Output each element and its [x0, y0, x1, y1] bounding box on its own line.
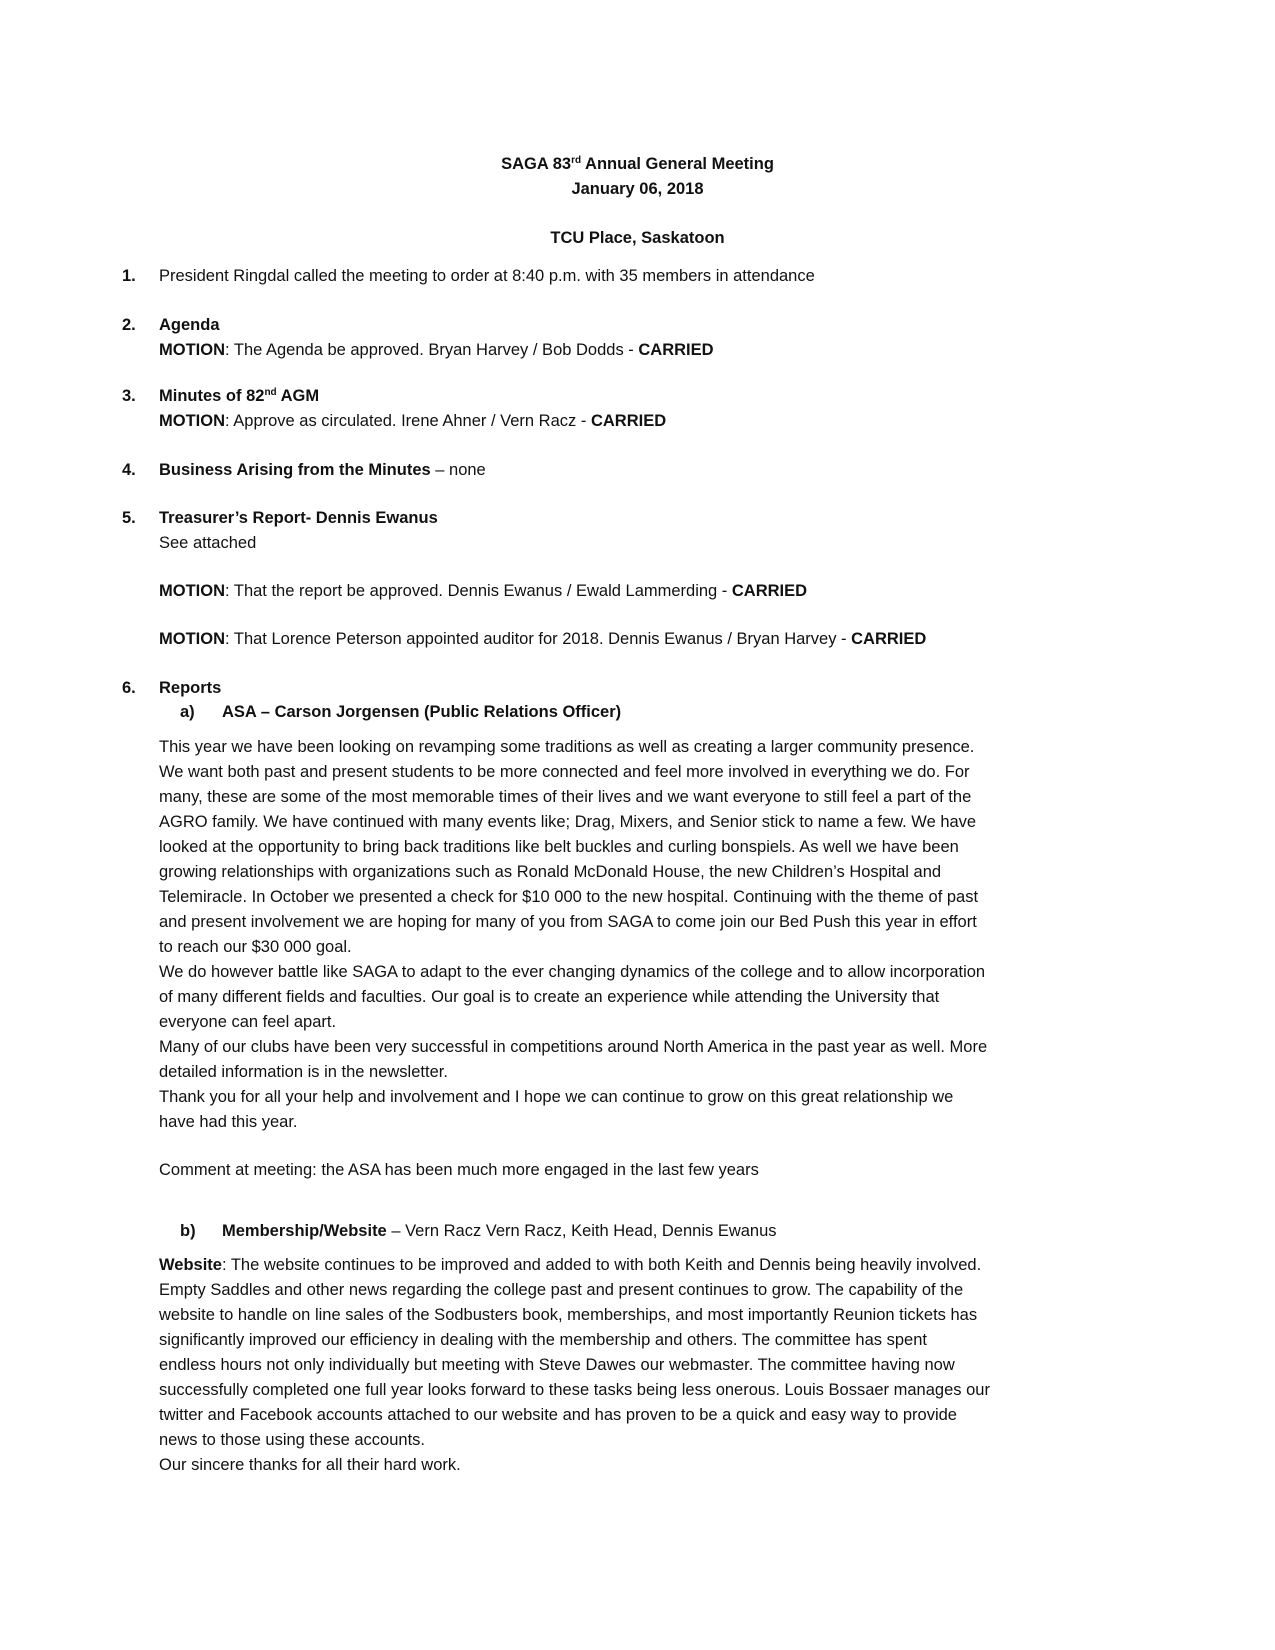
paragraph-line: of many different fields and faculties. Our goal is to create an experience while attending the University that	[159, 988, 940, 1006]
item-heading: Agenda	[159, 316, 220, 334]
item-heading	[159, 384, 1139, 409]
report-b-body	[159, 1253, 1109, 1478]
item-line	[159, 458, 1139, 483]
item-body	[159, 313, 1139, 363]
item-number: 3.	[122, 387, 136, 405]
motion-result: CARRIED	[590, 412, 667, 430]
report-title-rest: – Vern Racz Vern Racz, Keith Head, Dennis Ewanus	[386, 1222, 777, 1240]
meeting-comment: Comment at meeting: the ASA has been much more engaged in the last few years	[159, 1161, 759, 1179]
paragraph-line: website to handle on line sales of the Sodbusters book, memberships, and most importantly Reunion tickets has	[159, 1306, 978, 1324]
paragraph-line: Empty Saddles and other news regarding the college past and present continues to grow. The capability of the	[159, 1281, 964, 1299]
item-text: President Ringdal called the meeting to order at 8:40 p.m. with 35 members in attendance	[159, 267, 815, 285]
item-number: 1.	[122, 267, 136, 285]
report-a-heading	[180, 700, 1080, 725]
motion-line	[159, 579, 1139, 604]
item-number: 6.	[122, 679, 136, 697]
item-heading: Reports	[159, 679, 222, 697]
item-body	[159, 506, 1139, 652]
item-body	[159, 264, 1139, 289]
paragraph-line: have had this year.	[159, 1113, 298, 1131]
title-ordinal-suffix: rd	[571, 155, 582, 166]
meeting-location: TCU Place, Saskatoon	[550, 229, 725, 247]
item-number: 5.	[122, 509, 136, 527]
report-title: Membership/Website	[222, 1222, 387, 1240]
paragraph-line: Telemiracle. In October we presented a check for $10 000 to the new hospital. Continuing with the theme of past	[159, 888, 979, 906]
motion-label: MOTION	[159, 412, 225, 430]
item-body	[159, 458, 1139, 483]
paragraph-line: growing relationships with organizations such as Ronald McDonald House, the new Children’s Hospital and	[159, 863, 942, 881]
meeting-date: January 06, 2018	[571, 180, 704, 198]
item-number: 4.	[122, 461, 136, 479]
motion-line	[159, 338, 1139, 363]
paragraph-line: endless hours not only individually but meeting with Steve Dawes our webmaster. The committee having now	[159, 1356, 955, 1374]
website-label: Website	[159, 1256, 222, 1274]
paragraph-line: successfully completed one full year looks forward to these tasks being less onerous. Louis Bossaer manages our	[159, 1381, 990, 1399]
item-body	[159, 676, 1139, 701]
motion-result: CARRIED	[731, 582, 808, 600]
heading-text-rest: AGM	[276, 387, 320, 405]
report-title: ASA – Carson Jorgensen (Public Relations Officer)	[222, 703, 622, 721]
motion-result: CARRIED	[638, 341, 714, 359]
document-title	[0, 152, 1275, 177]
paragraph-line: twitter and Facebook accounts attached to our website and has proven to be a quick and easy way to provide	[159, 1406, 957, 1424]
paragraph-line: We want both past and present students to be more connected and feel more involved in everything we do. For	[159, 763, 970, 781]
motion-line	[159, 627, 1139, 652]
paragraph-line: Our sincere thanks for all their hard work.	[159, 1456, 461, 1474]
item-text: – none	[430, 461, 486, 479]
paragraph-line: significantly improved our efficiency in dealing with the membership and others. The committee has spent	[159, 1331, 927, 1349]
motion-text: : That the report be approved. Dennis Ewanus / Ewald Lammerding -	[225, 582, 732, 600]
item-body	[159, 384, 1139, 434]
item-text: See attached	[159, 534, 257, 552]
paragraph-line: to reach our $30 000 goal.	[159, 938, 352, 956]
report-letter: a)	[180, 703, 195, 721]
title-text-rest: Annual General Meeting	[581, 155, 774, 173]
motion-label: MOTION	[159, 630, 225, 648]
paragraph-line: Many of our clubs have been very successful in competitions around North America in the past year as well. More	[159, 1038, 988, 1056]
motion-text: : The Agenda be approved. Bryan Harvey / Bob Dodds -	[225, 341, 639, 359]
paragraph-text: : The website continues to be improved and added to with both Keith and Dennis being heavily involved.	[221, 1256, 982, 1274]
heading-ordinal-suffix: nd	[264, 387, 277, 398]
paragraph-line: AGRO family. We have continued with many events like; Drag, Mixers, and Senior stick to name a few. We have	[159, 813, 977, 831]
paragraph-line: and present involvement we are hoping for many of you from SAGA to come join our Bed Push this year in effort	[159, 913, 977, 931]
report-b-heading	[180, 1219, 1080, 1244]
title-text: SAGA 83	[501, 155, 572, 173]
paragraph-line: detailed information is in the newsletter.	[159, 1063, 448, 1081]
motion-text: : Approve as circulated. Irene Ahner / Vern Racz -	[225, 412, 591, 430]
paragraph-line	[159, 1253, 1109, 1278]
item-number: 2.	[122, 316, 136, 334]
paragraph-line: Thank you for all your help and involvement and I hope we can continue to grow on this great relationship we	[159, 1088, 954, 1106]
paragraph-line: news to those using these accounts.	[159, 1431, 425, 1449]
paragraph-line: We do however battle like SAGA to adapt to the ever changing dynamics of the college and to allow incorporation	[159, 963, 986, 981]
motion-result: CARRIED	[851, 630, 927, 648]
paragraph-line: everyone can feel apart.	[159, 1013, 337, 1031]
heading-text: Minutes of 82	[159, 387, 265, 405]
paragraph-line: This year we have been looking on revamping some traditions as well as creating a larger community presence.	[159, 738, 975, 756]
report-letter: b)	[180, 1222, 196, 1240]
paragraph-line: many, these are some of the most memorable times of their lives and we want everyone to still feel a part of the	[159, 788, 972, 806]
item-heading: Treasurer’s Report- Dennis Ewanus	[159, 509, 438, 527]
report-a-body	[159, 735, 1109, 1183]
motion-label: MOTION	[159, 582, 225, 600]
paragraph-line: looked at the opportunity to bring back traditions like belt buckles and curling bonspiels. As well we have been	[159, 838, 959, 856]
motion-text: : That Lorence Peterson appointed auditor for 2018. Dennis Ewanus / Bryan Harvey -	[225, 630, 852, 648]
item-heading: Business Arising from the Minutes	[159, 461, 431, 479]
motion-label: MOTION	[159, 341, 225, 359]
motion-line	[159, 409, 1139, 434]
